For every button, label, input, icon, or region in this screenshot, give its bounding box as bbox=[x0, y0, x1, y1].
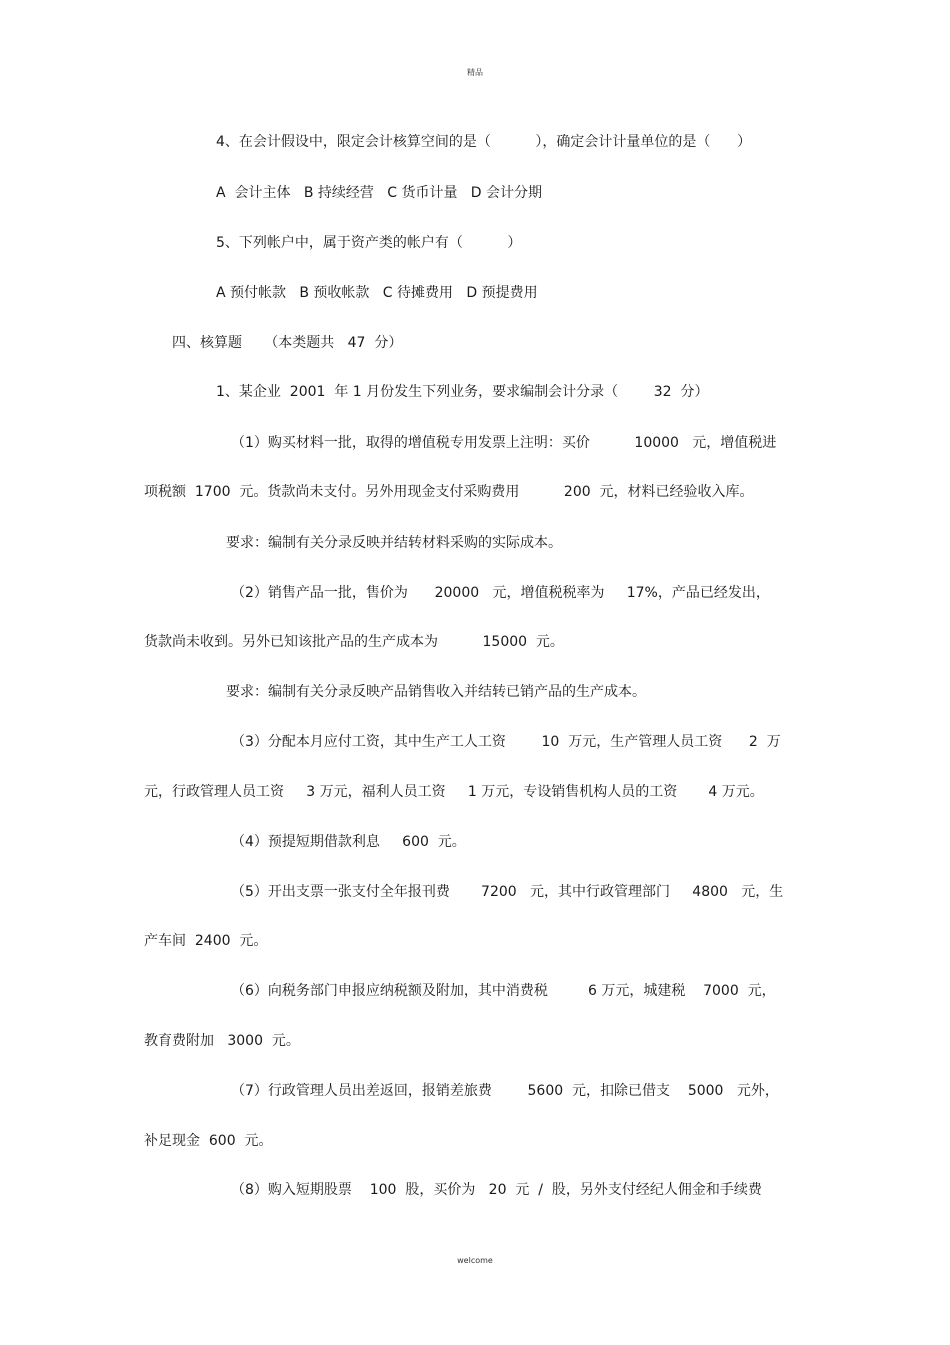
item-1-requirement: 要求：编制有关分录反映并结转材料采购的实际成本。 bbox=[226, 535, 562, 551]
item-3-line-2: 元，行政管理人员工资 3 万元，福利人员工资 1 万元，专设销售机构人员的工资 4 万元。 bbox=[144, 784, 764, 800]
item-6-line-1: （6）向税务部门申报应纳税额及附加，其中消费税 6 万元，城建税 7000 元， bbox=[231, 983, 776, 999]
page-header: 精品 bbox=[467, 68, 483, 77]
item-2-line-1: （2）销售产品一批，售价为 20000 元，增值税税率为 17%，产品已经发出， bbox=[231, 585, 770, 601]
problem-1-intro: 1、某企业 2001 年 1 月份发生下列业务，要求编制会计分录（ 32 分） bbox=[216, 384, 709, 400]
question-4-text: 4、在会计假设中，限定会计核算空间的是（ ），确定会计计量单位的是（ ） bbox=[216, 134, 752, 150]
question-5-options: A 预付帐款 B 预收帐款 C 待摊费用 D 预提费用 bbox=[216, 285, 538, 301]
item-7-line-2: 补足现金 600 元。 bbox=[144, 1133, 273, 1149]
item-1-line-1: （1）购买材料一批，取得的增值税专用发票上注明：买价 10000 元，增值税进 bbox=[231, 435, 777, 451]
item-4-line-1: （4）预提短期借款利息 600 元。 bbox=[231, 834, 466, 850]
item-3-line-1: （3）分配本月应付工资，其中生产工人工资 10 万元，生产管理人员工资 2 万 bbox=[231, 734, 781, 750]
item-5-line-2: 产车间 2400 元。 bbox=[144, 933, 268, 949]
question-5-text: 5、下列帐户中，属于资产类的帐户有（ ） bbox=[216, 235, 522, 251]
question-4-options: A 会计主体 B 持续经营 C 货币计量 D 会计分期 bbox=[216, 185, 543, 201]
item-2-requirement: 要求：编制有关分录反映产品销售收入并结转已销产品的生产成本。 bbox=[226, 684, 646, 700]
item-7-line-1: （7）行政管理人员出差返回，报销差旅费 5600 元，扣除已借支 5000 元外， bbox=[231, 1083, 779, 1099]
item-8-line-1: （8）购入短期股票 100 股，买价为 20 元 / 股，另外支付经纪人佣金和手续费 bbox=[231, 1182, 762, 1198]
item-1-line-2: 项税额 1700 元。货款尚未支付。另外用现金支付采购费用 200 元，材料已经验收入库。 bbox=[144, 484, 754, 500]
item-6-line-2: 教育费附加 3000 元。 bbox=[144, 1033, 300, 1049]
item-5-line-1: （5）开出支票一张支付全年报刊费 7200 元，其中行政管理部门 4800 元，生 bbox=[231, 884, 784, 900]
item-2-line-2: 货款尚未收到。另外已知该批产品的生产成本为 15000 元。 bbox=[144, 634, 564, 650]
page-footer: welcome bbox=[457, 1256, 493, 1265]
section-heading: 四、核算题 （本类题共 47 分） bbox=[172, 335, 403, 351]
